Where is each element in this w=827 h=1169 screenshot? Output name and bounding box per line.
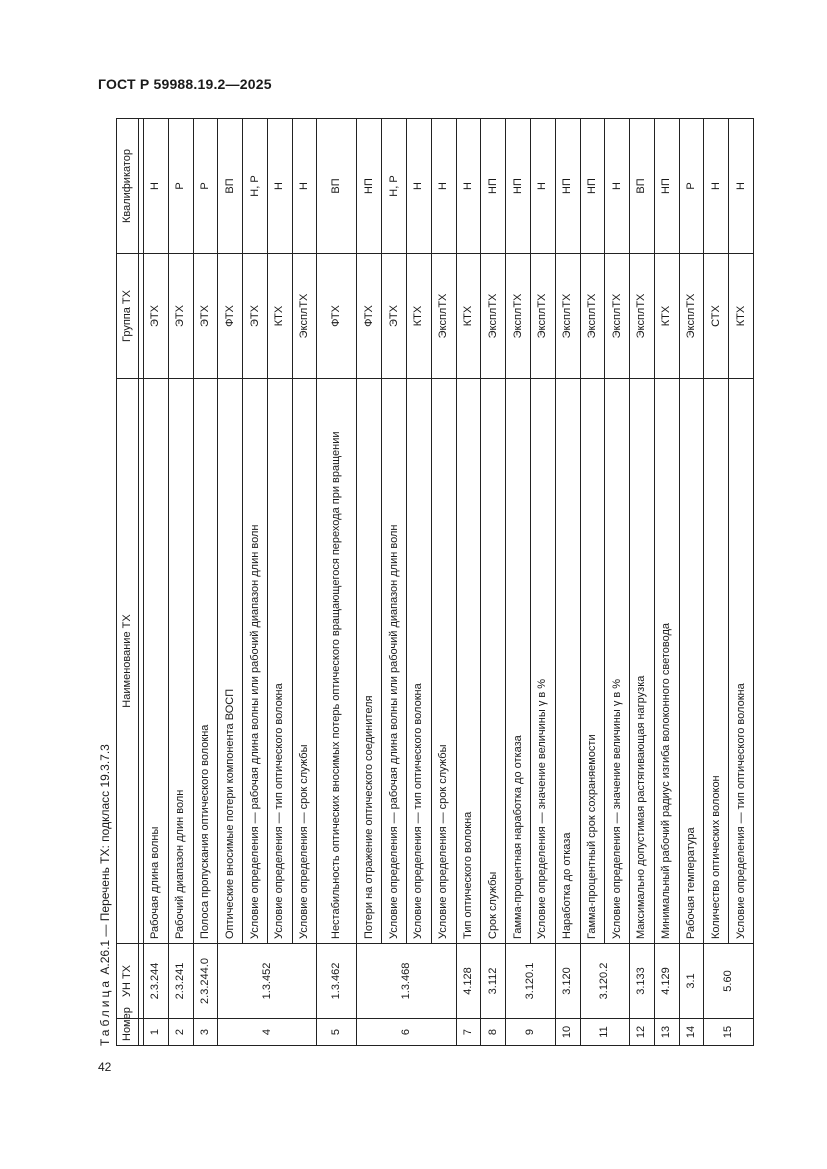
cell-qualifier: ВП [218, 119, 243, 254]
cell-un: 2.3.241 [168, 944, 193, 1019]
header-group: Группа ТХ [117, 254, 139, 379]
cell-qualifier: Н [704, 119, 729, 254]
cell-un: 1.3.452 [218, 944, 317, 1019]
cell-qualifier: Н [530, 119, 555, 254]
cell-qualifier: Н [729, 119, 754, 254]
table-row [555, 119, 580, 1046]
cell-group: КТХ [729, 254, 754, 379]
cell-group: ЭксплТХ [530, 254, 555, 379]
cell-qualifier: ВП [630, 119, 655, 254]
table-row [704, 119, 729, 1046]
cell-number: 15 [704, 1019, 754, 1046]
cell-name: Полоса пропускания оптического волокна [193, 379, 218, 944]
cell-qualifier: НП [481, 119, 506, 254]
cell-number: 6 [357, 1019, 456, 1046]
caption-prefix: Таблица [98, 977, 112, 1046]
page-number: 42 [98, 1060, 112, 1074]
table-subrow [605, 119, 630, 1046]
cell-name: Нестабильность оптических вносимых потерь оптического вращающегося перехода при вращении [317, 379, 357, 944]
cell-qualifier: Н, Р [382, 119, 407, 254]
cell-group: КТХ [456, 254, 481, 379]
cell-group: ЭТХ [382, 254, 407, 379]
cell-group: ЭксплТХ [580, 254, 605, 379]
cell-number: 2 [168, 1019, 193, 1046]
cell-un: 3.112 [481, 944, 506, 1019]
cell-qualifier: Р [193, 119, 218, 254]
cell-qualifier: НП [357, 119, 382, 254]
table-row [481, 119, 506, 1046]
cell-name: Наработка до отказа [555, 379, 580, 944]
table-row [317, 119, 357, 1046]
cell-qualifier: НП [654, 119, 679, 254]
cell-group: ФТХ [218, 254, 243, 379]
cell-name: Гамма-процентная наработка до отказа [506, 379, 531, 944]
caption-text: А.26.1 — Перечень ТХ: подкласс 19.3.7.3 [98, 744, 112, 975]
cell-number: 3 [193, 1019, 218, 1046]
cell-number: 12 [630, 1019, 655, 1046]
cell-un: 1.3.468 [357, 944, 456, 1019]
cell-name: Максимально допустимая растягивающая нагрузка [630, 379, 655, 944]
cell-name: Тип оптического волокна [456, 379, 481, 944]
cell-name: Гамма-процентный срок сохраняемости [580, 379, 605, 944]
cell-group: ЭксплТХ [431, 254, 456, 379]
table-row [580, 119, 605, 1046]
cell-name: Рабочая температура [679, 379, 704, 944]
cell-group: КТХ [267, 254, 292, 379]
table-subrow [407, 119, 432, 1046]
table-subrow [431, 119, 456, 1046]
cell-group: ФТХ [357, 254, 382, 379]
table-row [679, 119, 704, 1046]
cell-name: Срок службы [481, 379, 506, 944]
table-row [506, 119, 531, 1046]
cell-number: 11 [580, 1019, 630, 1046]
cell-un: 3.120.2 [580, 944, 630, 1019]
cell-number: 14 [679, 1019, 704, 1046]
rotated-table-wrapper [98, 119, 754, 1046]
cell-qualifier: Н [292, 119, 317, 254]
cell-name: Рабочая длина волны [144, 379, 169, 944]
table-row [357, 119, 382, 1046]
cell-qualifier: НП [506, 119, 531, 254]
cell-name: Количество оптических волокон [704, 379, 729, 944]
table-row [218, 119, 243, 1046]
cell-group: ЭТХ [144, 254, 169, 379]
cell-name: Условие определения — срок службы [292, 379, 317, 944]
table-row [654, 119, 679, 1046]
cell-un: 2.3.244 [144, 944, 169, 1019]
cell-group: ЭТХ [168, 254, 193, 379]
table-caption [98, 744, 112, 1046]
cell-name: Условие определения — значение величины γ в % [530, 379, 555, 944]
header-un: УН ТХ [117, 944, 139, 1019]
cell-un: 1.3.462 [317, 944, 357, 1019]
document-header: ГОСТ Р 59988.19.2—2025 [98, 76, 272, 92]
cell-un: 3.1 [679, 944, 704, 1019]
cell-name: Условие определения — рабочая длина волны или рабочий диапазон длин волн [243, 379, 268, 944]
cell-name: Условие определения — тип оптического волокна [267, 379, 292, 944]
table-header-row [117, 119, 139, 1046]
cell-number: 8 [481, 1019, 506, 1046]
cell-number: 9 [506, 1019, 556, 1046]
cell-name: Потери на отражение оптического соединителя [357, 379, 382, 944]
cell-group: ЭксплТХ [630, 254, 655, 379]
cell-name: Оптические вносимые потери компонента ВОСП [218, 379, 243, 944]
cell-qualifier: Н [407, 119, 432, 254]
cell-group: КТХ [654, 254, 679, 379]
cell-name: Условие определения — тип оптического волокна [407, 379, 432, 944]
cell-un: 4.128 [456, 944, 481, 1019]
table-row [193, 119, 218, 1046]
table-row [168, 119, 193, 1046]
cell-name: Условие определения — значение величины γ в % [605, 379, 630, 944]
cell-un: 4.129 [654, 944, 679, 1019]
cell-name: Условие определения — срок службы [431, 379, 456, 944]
header-name: Наименование ТХ [117, 379, 139, 944]
cell-name: Условие определения — тип оптического волокна [729, 379, 754, 944]
table-row [456, 119, 481, 1046]
table-container [98, 119, 754, 1046]
cell-group: ЭксплТХ [506, 254, 531, 379]
cell-qualifier: Н [431, 119, 456, 254]
cell-number: 7 [456, 1019, 481, 1046]
cell-name: Минимальный рабочий радиус изгиба волоконного световода [654, 379, 679, 944]
cell-qualifier: Р [679, 119, 704, 254]
cell-number: 1 [144, 1019, 169, 1046]
cell-name: Условие определения — рабочая длина волны или рабочий диапазон длин волн [382, 379, 407, 944]
cell-group: ЭксплТХ [605, 254, 630, 379]
cell-group: ЭксплТХ [292, 254, 317, 379]
characteristics-table [116, 118, 754, 1046]
cell-qualifier: ВП [317, 119, 357, 254]
cell-number: 5 [317, 1019, 357, 1046]
cell-group: ЭТХ [193, 254, 218, 379]
table-subrow [292, 119, 317, 1046]
cell-un: 5.60 [704, 944, 754, 1019]
cell-number: 13 [654, 1019, 679, 1046]
cell-qualifier: Н [605, 119, 630, 254]
table-subrow [267, 119, 292, 1046]
cell-number: 4 [218, 1019, 317, 1046]
cell-qualifier: НП [555, 119, 580, 254]
cell-number: 10 [555, 1019, 580, 1046]
cell-group: ЭксплТХ [481, 254, 506, 379]
cell-group: ЭТХ [243, 254, 268, 379]
table-subrow [382, 119, 407, 1046]
header-qualifier: Квалификатор [117, 119, 139, 254]
table-row [144, 119, 169, 1046]
table-row [630, 119, 655, 1046]
table-subrow [243, 119, 268, 1046]
cell-qualifier: Н [456, 119, 481, 254]
table-body [144, 119, 754, 1046]
cell-name: Рабочий диапазон длин волн [168, 379, 193, 944]
cell-qualifier: Р [168, 119, 193, 254]
cell-group: СТХ [704, 254, 729, 379]
cell-qualifier: НП [580, 119, 605, 254]
cell-group: ФТХ [317, 254, 357, 379]
cell-qualifier: Н [267, 119, 292, 254]
table-subrow [729, 119, 754, 1046]
header-number: Номер [117, 1019, 139, 1046]
cell-un: 3.120 [555, 944, 580, 1019]
cell-un: 3.133 [630, 944, 655, 1019]
table-subrow [530, 119, 555, 1046]
cell-qualifier: Н [144, 119, 169, 254]
cell-qualifier: Н, Р [243, 119, 268, 254]
cell-group: ЭксплТХ [555, 254, 580, 379]
cell-group: ЭксплТХ [679, 254, 704, 379]
cell-group: КТХ [407, 254, 432, 379]
cell-un: 2.3.244.0 [193, 944, 218, 1019]
cell-un: 3.120.1 [506, 944, 556, 1019]
